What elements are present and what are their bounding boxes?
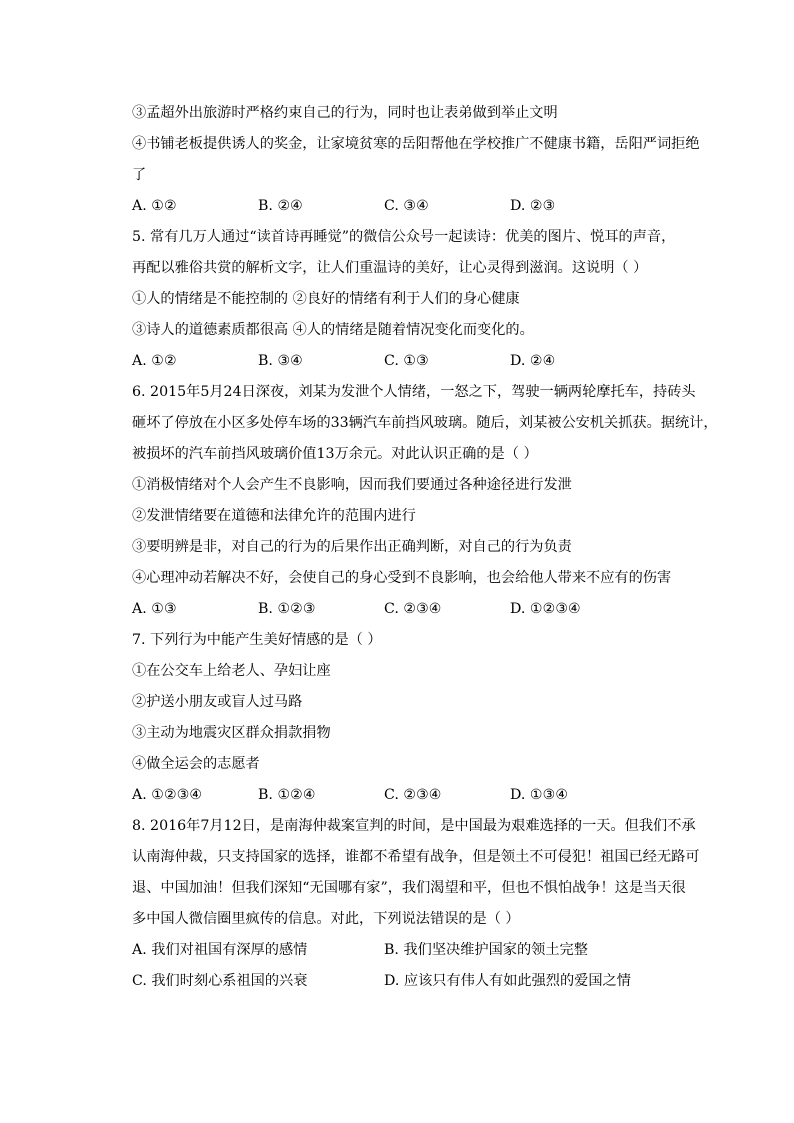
answer-options xyxy=(132,346,702,377)
text-line: 了 xyxy=(132,167,147,183)
text-line: 5. 常有几万人通过“读首诗再睡觉”的微信公众号一起读诗：优美的图片、悦耳的声音， xyxy=(132,229,676,245)
answer-option: A. ①②③④ xyxy=(132,787,203,803)
text-line: ①人的情绪是不能控制的 ②良好的情绪有利于人们的身心健康 xyxy=(132,291,520,307)
text-line: ④心理冲动若解决不好，会使自己的身心受到不良影响，也会给他人带来不应有的伤害 xyxy=(132,570,672,586)
answer-option: A. ①③ xyxy=(132,601,177,617)
answer-option: B. ①②③ xyxy=(258,601,316,617)
document-page xyxy=(132,98,718,997)
text-line: ③孟超外出旅游时严格约束自己的行为，同时也让表弟做到举止文明 xyxy=(132,105,558,121)
text-line: ③要明辨是非，对自己的行为的后果作出正确判断，对自己的行为负责 xyxy=(132,539,572,555)
text-line: ④书铺老板提供诱人的奖金，让家境贫寒的岳阳帮他在学校推广不健康书籍，岳阳严词拒绝 xyxy=(132,136,700,152)
answer-option: B. ③④ xyxy=(258,353,303,369)
answer-option: C. ②③④ xyxy=(384,787,442,803)
answer-options xyxy=(132,935,702,966)
text-line: 8. 2016年7月12日，是南海仲裁案宣判的时间，是中国最为艰难选择的一天。但我们不承 xyxy=(132,818,696,834)
answer-option: C. ③④ xyxy=(384,198,429,214)
text-line: 砸坏了停放在小区多处停车场的33辆汽车前挡风玻璃。随后，刘某被公安机关抓获。据统计， xyxy=(132,415,718,431)
text-line: 7. 下列行为中能产生美好情感的是（ ） xyxy=(132,632,382,648)
text-line: ①消极情绪对个人会产生不良影响，因而我们要通过各种途径进行发泄 xyxy=(132,477,572,493)
answer-options xyxy=(132,780,702,811)
answer-option: B. ②④ xyxy=(258,198,303,214)
answer-option: B. ①②④ xyxy=(258,787,316,803)
answer-option: D. ②③ xyxy=(510,198,556,214)
answer-options xyxy=(132,191,702,222)
text-line: 多中国人微信圈里疯传的信息。对此，下列说法错误的是（ ） xyxy=(132,911,520,927)
text-line: 被损坏的汽车前挡风玻璃价值13万余元。对此认识正确的是（ ） xyxy=(132,446,538,462)
text-line: ④做全运会的志愿者 xyxy=(132,756,260,772)
text-line: ①在公交车上给老人、孕妇让座 xyxy=(132,663,331,679)
answer-options xyxy=(132,594,702,625)
answer-option: C. ②③④ xyxy=(384,601,442,617)
answer-option: A. ①② xyxy=(132,198,177,214)
text-line: ③诗人的道德素质都很高 ④人的情绪是随着情况变化而变化的。 xyxy=(132,322,534,338)
text-line: 再配以雅俗共赏的解析文字，让人们重温诗的美好，让心灵得到滋润。这说明（ ） xyxy=(132,260,648,276)
text-line: ③主动为地震灾区群众捐款捐物 xyxy=(132,725,331,741)
text-line: 6. 2015年5月24日深夜，刘某为发泄个人情绪，一怒之下，驾驶一辆两轮摩托车，持砖头 xyxy=(132,384,696,400)
text-line: ②发泄情绪要在道德和法律允许的范围内进行 xyxy=(132,508,416,524)
answer-options xyxy=(132,966,702,997)
answer-option: B. 我们坚决维护国家的领土完整 xyxy=(384,942,588,958)
answer-option: D. 应该只有伟人有如此强烈的爱国之情 xyxy=(384,973,631,989)
answer-option: A. ①② xyxy=(132,353,177,369)
answer-option: A. 我们对祖国有深厚的感情 xyxy=(132,942,308,958)
answer-option: C. 我们时刻心系祖国的兴衰 xyxy=(132,973,308,989)
text-line: ②护送小朋友或盲人过马路 xyxy=(132,694,303,710)
answer-option: C. ①③ xyxy=(384,353,429,369)
answer-option: D. ①③④ xyxy=(510,787,569,803)
answer-option: D. ②④ xyxy=(510,353,556,369)
answer-option: D. ①②③④ xyxy=(510,601,581,617)
text-line: 退、中国加油！但我们深知“无国哪有家”，我们渴望和平，但也不惧怕战争！这是当天很 xyxy=(132,880,686,896)
text-line: 认南海仲裁，只支持国家的选择，谁都不希望有战争，但是领土不可侵犯！祖国已经无路可 xyxy=(132,849,700,865)
